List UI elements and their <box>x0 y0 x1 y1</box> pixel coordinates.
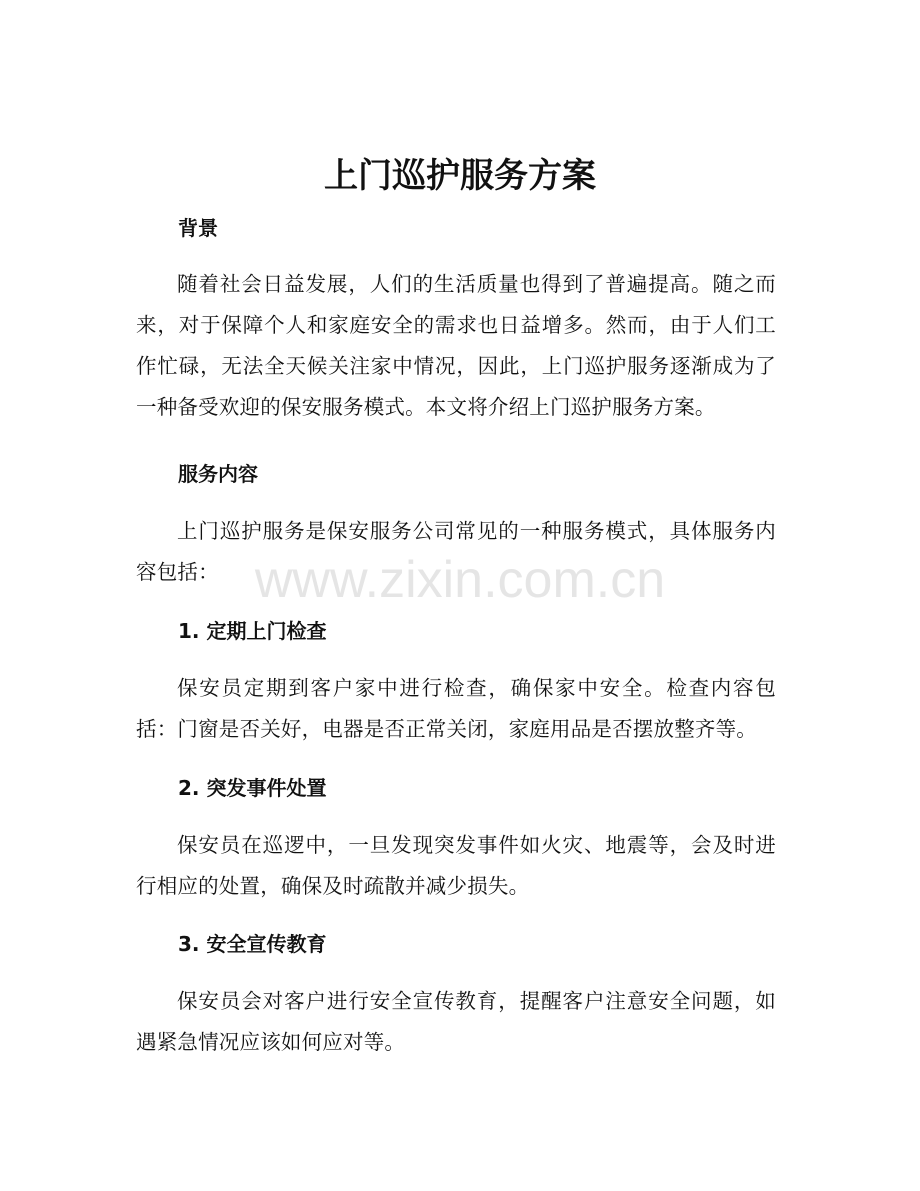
section-paragraph-safety-education: 保安员会对客户进行安全宣传教育，提醒客户注意安全问题，如遇紧急情况应该如何应对等。 <box>136 989 776 1054</box>
section-heading-regular-inspection: 1. 定期上门检查 <box>178 619 327 643</box>
section-paragraph-service-content: 上门巡护服务是保安服务公司常见的一种服务模式，具体服务内容包括： <box>136 519 776 584</box>
section-heading-emergency-handling: 2. 突发事件处置 <box>178 776 327 800</box>
section-paragraph-background: 随着社会日益发展，人们的生活质量也得到了普遍提高。随之而来，对于保障个人和家庭安全的需求也日益增多。然而，由于人们工作忙碌，无法全天候关注家中情况，因此，上门巡护服务逐渐成为了一种备受欢迎的保安服务模式。本文将介绍上门巡护服务方案。 <box>136 272 776 419</box>
section-heading-service-content: 服务内容 <box>178 462 258 486</box>
section-paragraph-emergency-handling: 保安员在巡逻中，一旦发现突发事件如火灾、地震等，会及时进行相应的处置，确保及时疏散并减少损失。 <box>136 833 776 898</box>
section-heading-background: 背景 <box>178 216 218 240</box>
watermark: www.zixin.com.cn <box>254 551 666 609</box>
document-title: 上门巡护服务方案 <box>324 156 596 196</box>
section-paragraph-regular-inspection: 保安员定期到客户家中进行检查，确保家中安全。检查内容包括：门窗是否关好，电器是否正常关闭，家庭用品是否摆放整齐等。 <box>136 676 776 741</box>
section-heading-safety-education: 3. 安全宣传教育 <box>178 932 327 956</box>
